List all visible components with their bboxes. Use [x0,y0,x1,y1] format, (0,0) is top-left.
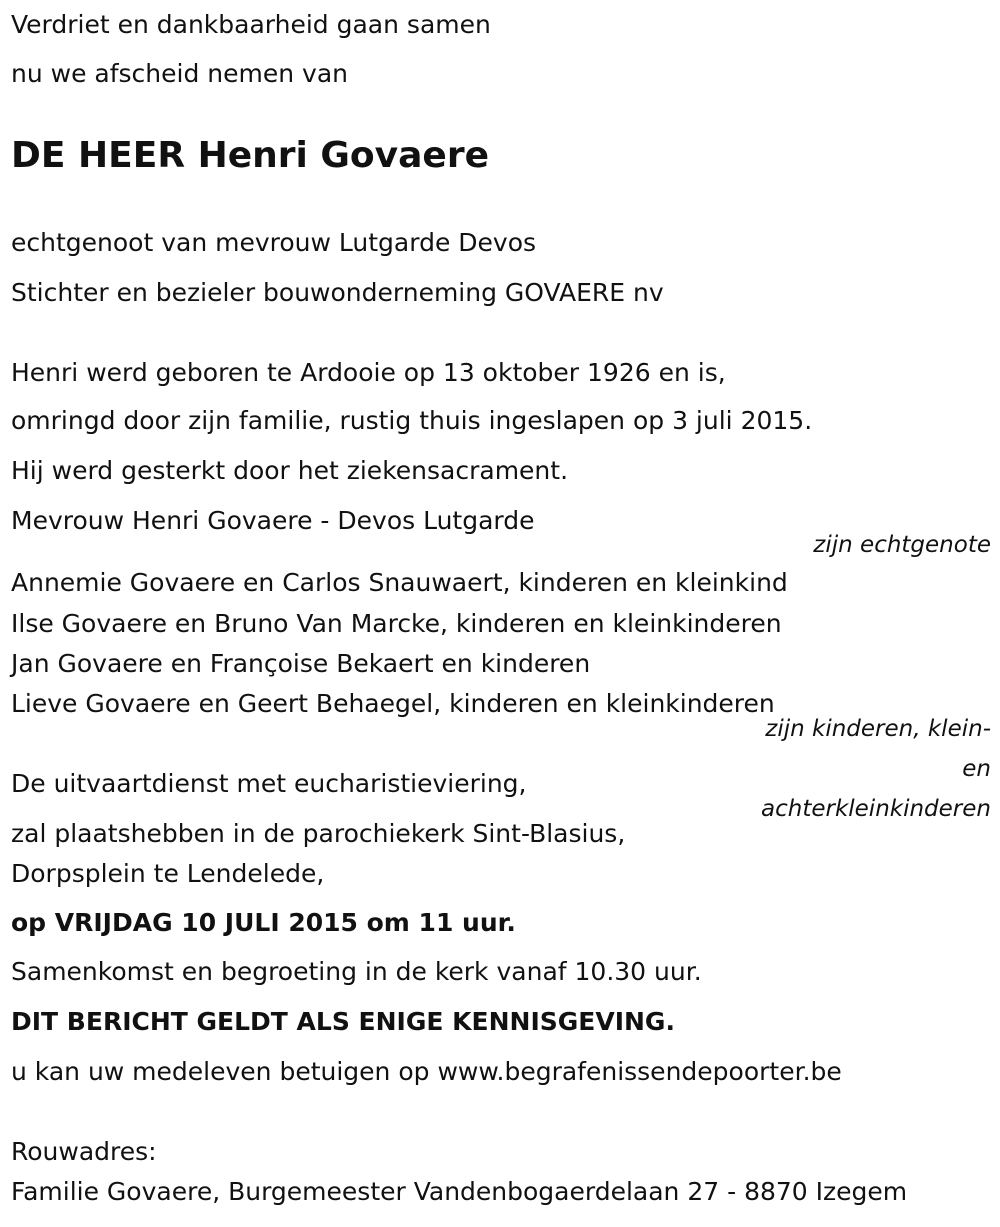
biography-line-3: Hij werd gesterkt door het ziekensacrament. [11,456,569,485]
children-role-line: en [962,756,991,782]
intro-line-2: nu we afscheid nemen van [11,59,348,88]
founder-line: Stichter en bezieler bouwonderneming GOVAERE nv [11,278,664,307]
child-line: Ilse Govaere en Bruno Van Marcke, kinderen en kleinkinderen [11,609,782,638]
service-line-2: zal plaatshebben in de parochiekerk Sint-Blasius, [11,819,626,848]
notice-line: DIT BERICHT GELDT ALS ENIGE KENNISGEVING. [11,1007,675,1036]
biography-line-2: omringd door zijn familie, rustig thuis ingeslapen op 3 juli 2015. [11,406,813,435]
gathering-line: Samenkomst en begroeting in de kerk vanaf 10.30 uur. [11,957,702,986]
child-line: Jan Govaere en Françoise Bekaert en kinderen [11,649,591,678]
intro-line-1: Verdriet en dankbaarheid gaan samen [11,10,491,39]
children-role-line: zijn kinderen, klein- [765,716,991,742]
deceased-name: DE HEER Henri Govaere [11,135,490,176]
address-label: Rouwadres: [11,1137,157,1166]
biography-line-1: Henri werd geboren te Ardooie op 13 oktober 1926 en is, [11,358,726,387]
service-line-3: Dorpsplein te Lendelede, [11,859,325,888]
service-datetime: op VRIJDAG 10 JULI 2015 om 11 uur. [11,908,516,937]
spouse-role: zijn echtgenote [813,532,991,558]
child-line: Annemie Govaere en Carlos Snauwaert, kinderen en kleinkind [11,568,788,597]
children-role-line: achterkleinkinderen [761,796,991,822]
address-value: Familie Govaere, Burgemeester Vandenbogaerdelaan 27 - 8870 Izegem [11,1177,908,1206]
spouse-name: Mevrouw Henri Govaere - Devos Lutgarde [11,506,535,535]
child-line: Lieve Govaere en Geert Behaegel, kinderen en kleinkinderen [11,689,775,718]
spouse-of-line: echtgenoot van mevrouw Lutgarde Devos [11,228,537,257]
condolence-line: u kan uw medeleven betuigen op www.begrafenissendepoorter.be [11,1057,842,1086]
children-role [731,709,991,829]
service-line-1: De uitvaartdienst met eucharistieviering, [11,769,527,798]
